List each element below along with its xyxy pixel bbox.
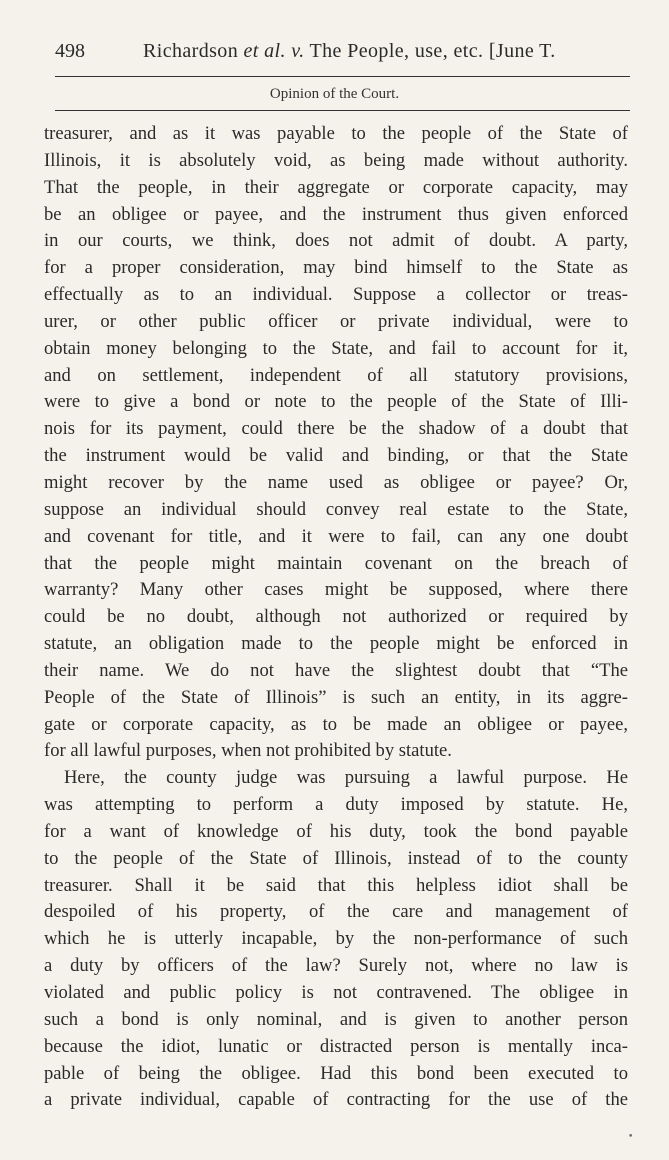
text-line: for all lawful purposes, when not prohibited by statute. [44,740,452,762]
text-line: People of the State of Illinois” is such an entity, in its aggre- [44,686,628,708]
text-line: for a want of knowledge of his duty, took the bond payable [44,820,628,842]
text-line: Here, the county judge was pursuing a lawful purpose. He [64,767,628,789]
text-line: urer, or other public officer or private individual, were to [44,310,628,332]
case-title [143,40,556,63]
text-line: were to give a bond or note to the people of the State of Illi- [44,391,628,413]
text-line: warranty? Many other cases might be supposed, where there [44,579,628,601]
text-line: despoiled of his property, of the care and management of [44,901,628,923]
text-line: pable of being the obligee. Had this bond been executed to [44,1062,628,1084]
text-line: a duty by officers of the law? Surely not, where no law is [44,955,628,977]
text-line: and on settlement, independent of all statutory provisions, [44,364,628,386]
text-line: treasurer. Shall it be said that this helpless idiot shall be [44,874,628,896]
text-line: be an obligee or payee, and the instrument thus given enforced [44,203,628,225]
text-line: nois for its payment, could there be the shadow of a doubt that [44,418,628,440]
text-line: gate or corporate capacity, as to be made an obligee or payee, [44,713,628,735]
text-line: such a bond is only nominal, and is given to another person [44,1008,628,1030]
opinion-text [44,121,628,1114]
text-line: treasurer, and as it was payable to the people of the State of [44,123,628,144]
page-speck: • [628,1132,634,1142]
section-heading: Opinion of the Court. [269,86,400,102]
text-line: might recover by the name used as obligee or payee? Or, [44,471,628,493]
text-line: and covenant for title, and it were to fail, can any one doubt [44,525,628,547]
text-line: was attempting to perform a duty imposed by statute. He, [44,794,628,816]
text-line: in our courts, we think, does not admit of doubt. A party, [44,230,628,252]
text-line: Illinois, it is absolutely void, as being made without authority. [44,149,628,171]
text-line: which he is utterly incapable, by the non-performance of such [44,928,628,950]
text-line: could be no doubt, although not authorized or required by [44,606,628,628]
text-line: statute, an obligation made to the people might be enforced in [44,633,628,655]
text-line: suppose an individual should convey real estate to the State, [44,498,628,520]
header-rule-top [55,76,630,77]
text-line: That the people, in their aggregate or corporate capacity, may [44,176,628,198]
text-line: their name. We do not have the slightest doubt that “The [44,659,628,681]
text-line: because the idiot, lunatic or distracted person is mentally inca- [44,1035,628,1057]
case-title-italic: et al. v. [243,40,305,62]
header-rule-bottom [55,110,630,111]
text-line: effectually as to an individual. Suppose a collector or treas- [44,284,628,306]
text-line: a private individual, capable of contracting for the use of the [44,1089,628,1111]
running-head [55,40,635,72]
case-title-prefix: Richardson [143,40,244,62]
page-number: 498 [55,40,85,62]
text-line: violated and public policy is not contravened. The obligee in [44,982,628,1003]
text-line: the instrument would be valid and binding, or that the State [44,445,628,467]
text-line: for a proper consideration, may bind himself to the State as [44,257,628,279]
text-line: obtain money belonging to the State, and fail to account for it, [44,337,628,359]
text-line: that the people might maintain covenant on the breach of [44,552,628,574]
text-line: to the people of the State of Illinois, instead of to the county [44,847,628,869]
case-title-suffix: The People, use, etc. [June T. [304,40,556,62]
